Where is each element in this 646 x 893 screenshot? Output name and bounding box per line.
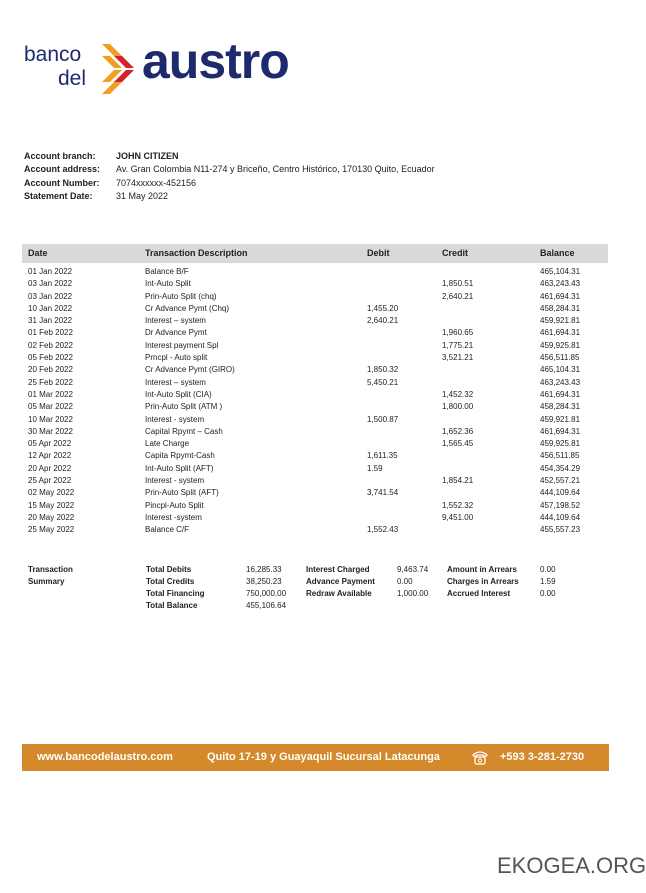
row-date: 05 Feb 2022	[28, 353, 73, 363]
table-row	[22, 401, 608, 413]
table-row	[22, 291, 608, 303]
row-description: Prin-Auto Split (ATM )	[145, 402, 223, 412]
row-balance: 463,243.43	[540, 377, 581, 387]
total-balance-value: 455,106.64	[246, 601, 287, 610]
row-credit: 2,640.21	[442, 291, 474, 301]
row-date: 05 Apr 2022	[28, 439, 72, 449]
row-balance: 461,694.31	[540, 328, 581, 338]
redraw-available-label: Redraw Available	[306, 589, 372, 598]
table-row	[22, 524, 608, 536]
row-description: Interest – system	[145, 377, 206, 387]
table-row	[22, 463, 608, 475]
account-number-value: 7074xxxxxx-452156	[116, 177, 197, 188]
amount-in-arrears-value: 0.00	[540, 565, 556, 574]
table-row	[22, 475, 608, 487]
row-description: Balance B/F	[145, 267, 189, 276]
header-credit: Credit	[442, 248, 469, 258]
table-row	[22, 389, 608, 401]
row-date: 25 Feb 2022	[28, 377, 73, 387]
row-date: 02 May 2022	[28, 488, 75, 498]
row-date: 03 Jan 2022	[28, 291, 73, 301]
row-balance: 457,198.52	[540, 500, 581, 510]
account-number-label: Account Number:	[24, 177, 100, 188]
row-balance: 444,109.64	[540, 512, 581, 522]
table-row	[22, 278, 608, 290]
row-description: Int-Auto Split	[145, 279, 191, 289]
row-credit: 1,850.51	[442, 279, 474, 289]
row-balance: 444,109.64	[540, 488, 581, 498]
row-date: 25 May 2022	[28, 525, 75, 535]
row-balance: 456,511.85	[540, 451, 580, 461]
row-description: Capita Rpymt-Cash	[145, 451, 215, 461]
row-description: Interest - system	[145, 414, 205, 424]
row-debit: 1,611.35	[367, 451, 398, 461]
row-description: Int-Auto Split (CIA)	[145, 389, 212, 399]
row-description: Int-Auto Split (AFT)	[145, 463, 214, 473]
account-branch-row	[24, 150, 435, 163]
row-balance: 461,694.31	[540, 389, 581, 399]
row-description: Interest -system	[145, 512, 202, 522]
transactions-table	[22, 244, 608, 537]
summary-title-line2: Summary	[28, 577, 65, 586]
row-description: Interest – system	[145, 316, 206, 326]
row-date: 05 Mar 2022	[28, 402, 73, 412]
row-date: 20 Apr 2022	[28, 463, 72, 473]
row-description: Cr Advance Pymt (GIRO)	[145, 365, 235, 375]
logo-word-del: del	[58, 67, 87, 90]
row-date: 10 Mar 2022	[28, 414, 73, 424]
telephone-icon	[471, 749, 489, 766]
row-description: Interest payment Spl	[145, 340, 219, 350]
row-balance: 454,354.29	[540, 463, 581, 473]
row-balance: 459,921.81	[540, 414, 581, 424]
row-balance: 459,925.81	[540, 340, 581, 350]
row-balance: 461,694.31	[540, 426, 581, 436]
account-branch-value: JOHN CITIZEN	[116, 151, 179, 161]
bank-logo	[22, 33, 322, 100]
header-debit: Debit	[367, 248, 390, 258]
advance-payment-value: 0.00	[397, 577, 413, 586]
row-description: Interest - system	[145, 476, 205, 486]
footer-bar	[22, 744, 609, 771]
table-row	[22, 303, 608, 315]
account-address-row	[24, 163, 435, 176]
header-balance: Balance	[540, 248, 575, 258]
row-description: Cr Advance Pymt (Chq)	[145, 303, 230, 313]
row-date: 03 Jan 2022	[28, 279, 73, 289]
table-row	[22, 327, 608, 339]
row-balance: 465,104.31	[540, 365, 581, 375]
footer-phone[interactable]: +593 3-281-2730	[500, 751, 585, 763]
row-balance: 456,511.85	[540, 353, 580, 363]
row-date: 01 Jan 2022	[28, 267, 73, 276]
row-credit: 1,960.65	[442, 328, 474, 338]
interest-charged-label: Interest Charged	[306, 565, 370, 574]
row-credit: 1,452.32	[442, 389, 474, 399]
table-row	[22, 487, 608, 499]
row-credit: 3,521.21	[442, 353, 474, 363]
statement-date-value: 31 May 2022	[116, 190, 169, 201]
account-number-row	[24, 177, 435, 190]
row-balance: 458,284.31	[540, 402, 581, 412]
row-credit: 1,775.21	[442, 340, 474, 350]
row-date: 25 Apr 2022	[28, 476, 72, 486]
footer-website-link[interactable]: www.bancodelaustro.com	[37, 751, 173, 763]
table-row	[22, 364, 608, 376]
total-credits-value: 38,250.23	[246, 577, 282, 586]
row-credit: 1,854.21	[442, 476, 474, 486]
table-row	[22, 500, 608, 512]
row-balance: 465,104.31	[540, 267, 581, 276]
row-date: 02 Feb 2022	[28, 340, 73, 350]
row-date: 20 May 2022	[28, 512, 75, 522]
total-debits-value: 16,285.33	[246, 565, 282, 574]
table-body	[22, 266, 608, 537]
charges-in-arrears-label: Charges in Arrears	[447, 577, 519, 586]
table-row	[22, 315, 608, 327]
row-credit: 9,451.00	[442, 512, 474, 522]
account-address-label: Account address:	[24, 164, 101, 175]
total-financing-label: Total Financing	[146, 589, 205, 598]
row-debit: 1,850.32	[367, 365, 399, 375]
row-debit: 1,455.20	[367, 303, 399, 313]
row-date: 15 May 2022	[28, 500, 75, 510]
table-row	[22, 340, 608, 352]
accrued-interest-value: 0.00	[540, 589, 556, 598]
total-financing-value: 750,000.00	[246, 589, 287, 598]
x-chevron-logo-icon	[100, 42, 134, 96]
row-description: Pincpl-Auto Split	[145, 500, 204, 510]
table-row	[22, 266, 608, 278]
logo-word-austro: austro	[142, 33, 289, 89]
statement-date-label: Statement Date:	[24, 190, 93, 201]
row-balance: 463,243.43	[540, 279, 581, 289]
header-date: Date	[28, 248, 48, 258]
amount-in-arrears-label: Amount in Arrears	[447, 565, 517, 574]
row-credit: 1,552.32	[442, 500, 474, 510]
row-description: Prin-Auto Split (chq)	[145, 291, 217, 301]
account-address-value: Av. Gran Colombia N11-274 y Briceño, Centro Histórico, 170130 Quito, Ecuador	[116, 164, 435, 175]
interest-charged-value: 9,463.74	[397, 565, 429, 574]
table-row	[22, 450, 608, 462]
row-balance: 459,921.81	[540, 316, 581, 326]
redraw-available-value: 1,000.00	[397, 589, 429, 598]
watermark: EKOGEA.ORG	[497, 853, 646, 878]
row-date: 01 Mar 2022	[28, 389, 73, 399]
row-date: 01 Feb 2022	[28, 328, 73, 338]
row-debit: 2,640.21	[367, 316, 399, 326]
table-row	[22, 512, 608, 524]
total-debits-label: Total Debits	[146, 565, 192, 574]
table-row	[22, 377, 608, 389]
row-balance: 458,284.31	[540, 303, 581, 313]
statement-date-row	[24, 190, 435, 203]
advance-payment-label: Advance Payment	[306, 577, 375, 586]
row-debit: 5,450.21	[367, 377, 399, 387]
row-date: 12 Apr 2022	[28, 451, 72, 461]
row-description: Balance C/F	[145, 525, 190, 535]
row-balance: 461,694.31	[540, 291, 581, 301]
row-debit: 3,741.54	[367, 488, 399, 498]
row-balance: 459,925.81	[540, 439, 581, 449]
footer-address: Quito 17-19 y Guayaquil Sucursal Latacunga	[207, 751, 440, 763]
row-date: 20 Feb 2022	[28, 365, 73, 375]
total-credits-label: Total Credits	[146, 577, 195, 586]
row-balance: 452,557.21	[540, 476, 581, 486]
row-balance: 455,557.23	[540, 525, 581, 535]
row-credit: 1,565.45	[442, 439, 474, 449]
table-row	[22, 352, 608, 364]
table-row	[22, 414, 608, 426]
table-row	[22, 426, 608, 438]
table-row	[22, 438, 608, 450]
row-credit: 1,800.00	[442, 402, 474, 412]
total-balance-label: Total Balance	[146, 601, 198, 610]
charges-in-arrears-value: 1.59	[540, 577, 556, 586]
summary-title-line1: Transaction	[28, 565, 73, 574]
row-date: 10 Jan 2022	[28, 303, 73, 313]
row-debit: 1,500.87	[367, 414, 399, 424]
row-date: 31 Jan 2022	[28, 316, 73, 326]
row-debit: 1.59	[367, 463, 383, 473]
logo-word-banco: banco	[24, 43, 82, 66]
row-debit: 1,552.43	[367, 525, 399, 535]
row-description: Prin-Auto Split (AFT)	[145, 488, 219, 498]
account-info	[24, 150, 435, 203]
row-credit: 1,652.36	[442, 426, 474, 436]
account-branch-label: Account branch:	[24, 151, 96, 161]
row-description: Prncpl - Auto split	[145, 353, 208, 363]
row-description: Late Charge	[145, 439, 190, 449]
row-date: 30 Mar 2022	[28, 426, 73, 436]
table-header	[22, 244, 608, 263]
header-description: Transaction Description	[145, 248, 248, 258]
row-description: Dr Advance Pymt	[145, 328, 207, 338]
accrued-interest-label: Accrued Interest	[447, 589, 511, 598]
row-description: Capital Rpymt – Cash	[145, 426, 223, 436]
